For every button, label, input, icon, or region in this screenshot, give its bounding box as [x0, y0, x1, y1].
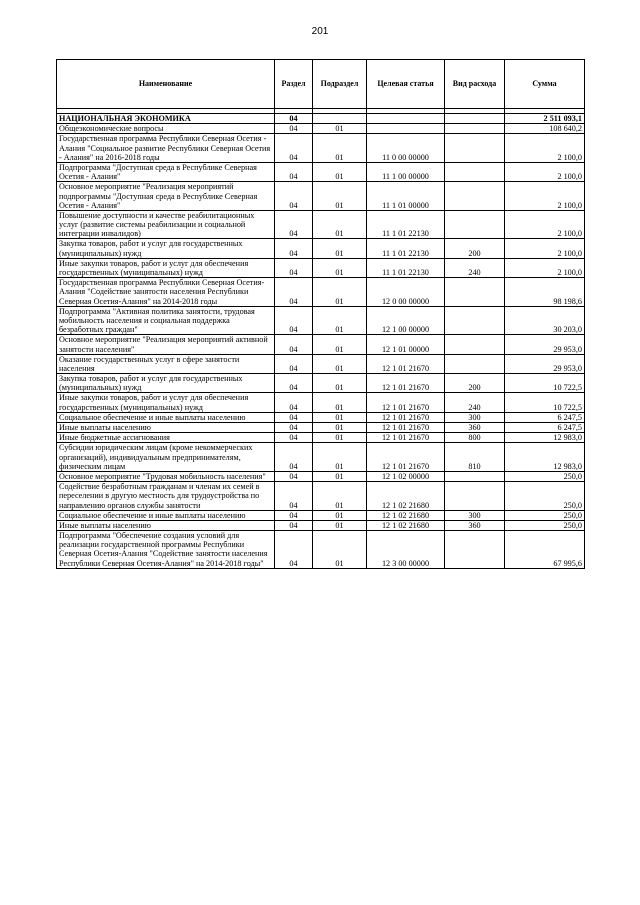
cell-name: Оказание государственных услуг в сфере занятости населения [57, 354, 275, 373]
cell-summa: 250,0 [505, 520, 585, 530]
header-vid: Вид расхода [445, 60, 505, 109]
cell-celevaya: 12 1 01 21670 [367, 393, 445, 412]
cell-razdel: 04 [275, 278, 313, 307]
cell-vid: 800 [445, 433, 505, 443]
table-row [57, 124, 585, 134]
cell-vid [445, 114, 505, 124]
cell-celevaya: 12 1 02 21680 [367, 510, 445, 520]
cell-name: Закупка товаров, работ и услуг для государственных (муниципальных) нужд [57, 374, 275, 393]
cell-vid [445, 210, 505, 239]
cell-summa: 29 953,0 [505, 354, 585, 373]
cell-razdel: 04 [275, 520, 313, 530]
cell-summa: 108 640,2 [505, 124, 585, 134]
cell-celevaya [367, 114, 445, 124]
cell-podrazdel: 01 [313, 471, 367, 481]
cell-celevaya: 12 1 02 21680 [367, 482, 445, 511]
table-row [57, 134, 585, 163]
cell-name: Иные выплаты населению [57, 423, 275, 433]
cell-celevaya: 12 1 01 21670 [367, 354, 445, 373]
cell-celevaya: 11 1 01 22130 [367, 258, 445, 277]
table-row [57, 258, 585, 277]
cell-vid [445, 134, 505, 163]
cell-razdel: 04 [275, 114, 313, 124]
cell-summa: 10 722,5 [505, 374, 585, 393]
cell-summa: 2 100,0 [505, 239, 585, 258]
cell-podrazdel: 01 [313, 210, 367, 239]
cell-summa: 10 722,5 [505, 393, 585, 412]
cell-podrazdel: 01 [313, 162, 367, 181]
cell-vid: 360 [445, 423, 505, 433]
cell-razdel: 04 [275, 306, 313, 335]
cell-vid [445, 278, 505, 307]
cell-name: Повышение доступности и качестве реабилитационных услуг (развитие системы реабилизации и социальной интеграции инвалидов) [57, 210, 275, 239]
cell-celevaya: 12 1 00 00000 [367, 306, 445, 335]
cell-razdel: 04 [275, 354, 313, 373]
cell-razdel: 04 [275, 162, 313, 181]
cell-vid: 240 [445, 258, 505, 277]
cell-podrazdel: 01 [313, 335, 367, 354]
table-row [57, 412, 585, 422]
cell-podrazdel: 01 [313, 482, 367, 511]
cell-summa: 2 100,0 [505, 182, 585, 211]
table-header-row [57, 60, 585, 109]
table-row [57, 393, 585, 412]
table-row [57, 306, 585, 335]
cell-vid [445, 182, 505, 211]
cell-razdel: 04 [275, 182, 313, 211]
cell-podrazdel: 01 [313, 531, 367, 569]
table-row [57, 443, 585, 472]
cell-podrazdel: 01 [313, 433, 367, 443]
cell-celevaya: 12 1 02 00000 [367, 471, 445, 481]
cell-celevaya: 11 1 01 22130 [367, 239, 445, 258]
cell-name: Основное мероприятие "Трудовая мобильность населения" [57, 471, 275, 481]
table-row [57, 374, 585, 393]
cell-celevaya: 11 1 01 00000 [367, 182, 445, 211]
cell-celevaya: 12 0 00 00000 [367, 278, 445, 307]
cell-celevaya: 12 1 01 21670 [367, 374, 445, 393]
cell-name: Содействие безработным гражданам и членам их семей в переселении в другую местность для трудоустройства по направлению органов службы занятости [57, 482, 275, 511]
cell-razdel: 04 [275, 482, 313, 511]
cell-summa: 2 100,0 [505, 162, 585, 181]
table-row [57, 423, 585, 433]
cell-name: Социальное обеспечение и иные выплаты населению [57, 510, 275, 520]
cell-vid: 200 [445, 239, 505, 258]
cell-celevaya: 12 1 01 21670 [367, 423, 445, 433]
cell-razdel: 04 [275, 335, 313, 354]
cell-name: Основное мероприятие "Реализация мероприятий подпрограммы "Доступная среда в Республике Северная Осетия - Алания" [57, 182, 275, 211]
table-row [57, 433, 585, 443]
cell-celevaya: 12 1 01 00000 [367, 335, 445, 354]
cell-summa: 30 203,0 [505, 306, 585, 335]
cell-name: Подпрограмма "Доступная среда в Республике Северная Осетия - Алания" [57, 162, 275, 181]
cell-vid: 200 [445, 374, 505, 393]
table-row [57, 182, 585, 211]
cell-name: Закупка товаров, работ и услуг для государственных (муниципальных) нужд [57, 239, 275, 258]
cell-vid: 300 [445, 412, 505, 422]
cell-vid [445, 531, 505, 569]
table-row [57, 239, 585, 258]
cell-podrazdel: 01 [313, 412, 367, 422]
cell-podrazdel: 01 [313, 258, 367, 277]
cell-podrazdel: 01 [313, 510, 367, 520]
cell-vid [445, 124, 505, 134]
cell-razdel: 04 [275, 471, 313, 481]
cell-razdel: 04 [275, 239, 313, 258]
cell-name: Иные бюджетные ассигнования [57, 433, 275, 443]
cell-podrazdel: 01 [313, 134, 367, 163]
cell-celevaya: 11 1 00 00000 [367, 162, 445, 181]
cell-name: Государственная программа Республики Северная Осетия-Алания "Содействие занятости населения Республики Северная Осетия-Алания" на 2014-2018 годы [57, 278, 275, 307]
table-row [57, 114, 585, 124]
cell-razdel: 04 [275, 124, 313, 134]
cell-summa: 98 198,6 [505, 278, 585, 307]
header-summa: Сумма [505, 60, 585, 109]
cell-razdel: 04 [275, 374, 313, 393]
cell-name: Иные закупки товаров, работ и услуг для обеспечения государственных (муниципальных) нужд [57, 393, 275, 412]
cell-summa: 250,0 [505, 482, 585, 511]
cell-name: Подпрограмма "Обеспечение создания условий для реализации государственной программы Республики Северная Осетия-Алания "Содействие занятости населения Республики Северная Осетия-Алания" на 2014-2018 годы" [57, 531, 275, 569]
table-row [57, 354, 585, 373]
cell-razdel: 04 [275, 433, 313, 443]
table-row [57, 510, 585, 520]
cell-name: Основное мероприятие "Реализация мероприятий активной занятости населения" [57, 335, 275, 354]
cell-vid [445, 335, 505, 354]
cell-summa: 250,0 [505, 471, 585, 481]
cell-podrazdel: 01 [313, 520, 367, 530]
cell-summa: 2 100,0 [505, 134, 585, 163]
cell-summa: 12 983,0 [505, 443, 585, 472]
table-row [57, 520, 585, 530]
cell-name: Субсидии юридическим лицам (кроме некоммерческих организаций), индивидуальным предпринимателям, физическим лицам [57, 443, 275, 472]
header-razdel: Раздел [275, 60, 313, 109]
cell-podrazdel [313, 114, 367, 124]
cell-vid [445, 482, 505, 511]
cell-podrazdel: 01 [313, 278, 367, 307]
table-row [57, 162, 585, 181]
table-row [57, 482, 585, 511]
cell-name: Общеэкономические вопросы [57, 124, 275, 134]
table-row [57, 335, 585, 354]
cell-vid: 810 [445, 443, 505, 472]
cell-celevaya [367, 124, 445, 134]
cell-podrazdel: 01 [313, 374, 367, 393]
cell-celevaya: 12 1 02 21680 [367, 520, 445, 530]
cell-razdel: 04 [275, 423, 313, 433]
cell-razdel: 04 [275, 443, 313, 472]
table-row [57, 278, 585, 307]
cell-razdel: 04 [275, 134, 313, 163]
cell-summa: 2 100,0 [505, 210, 585, 239]
cell-name: Социальное обеспечение и иные выплаты населению [57, 412, 275, 422]
cell-podrazdel: 01 [313, 443, 367, 472]
cell-celevaya: 12 3 00 00000 [367, 531, 445, 569]
cell-podrazdel: 01 [313, 182, 367, 211]
header-podrazdel: Подраздел [313, 60, 367, 109]
cell-summa: 6 247,5 [505, 423, 585, 433]
cell-podrazdel: 01 [313, 239, 367, 258]
cell-name: Иные выплаты населению [57, 520, 275, 530]
cell-summa: 6 247,5 [505, 412, 585, 422]
budget-table [56, 59, 585, 569]
cell-vid [445, 471, 505, 481]
table-row [57, 531, 585, 569]
cell-podrazdel: 01 [313, 306, 367, 335]
header-name: Наименование [57, 60, 275, 109]
cell-name: Подпрограмма "Активная политика занятости, трудовая мобильность населения и социальная поддержка безработных граждан" [57, 306, 275, 335]
cell-vid: 360 [445, 520, 505, 530]
cell-celevaya: 12 1 01 21670 [367, 443, 445, 472]
cell-name: Государственная программа Республики Северная Осетия - Алания "Социальное развитие Республики Северная Осетия - Алания" на 2016-2018 годы [57, 134, 275, 163]
table-body [57, 114, 585, 569]
cell-summa: 29 953,0 [505, 335, 585, 354]
cell-vid [445, 162, 505, 181]
cell-podrazdel: 01 [313, 423, 367, 433]
cell-podrazdel: 01 [313, 354, 367, 373]
cell-summa: 250,0 [505, 510, 585, 520]
table-row [57, 471, 585, 481]
cell-celevaya: 12 1 01 21670 [367, 412, 445, 422]
cell-vid: 300 [445, 510, 505, 520]
cell-podrazdel: 01 [313, 124, 367, 134]
cell-vid [445, 354, 505, 373]
cell-razdel: 04 [275, 510, 313, 520]
page-number: 201 [311, 26, 329, 37]
cell-name: Иные закупки товаров, работ и услуг для обеспечения государственных (муниципальных) нужд [57, 258, 275, 277]
cell-vid [445, 306, 505, 335]
cell-celevaya: 11 1 01 22130 [367, 210, 445, 239]
cell-vid: 240 [445, 393, 505, 412]
cell-summa: 12 983,0 [505, 433, 585, 443]
cell-podrazdel: 01 [313, 393, 367, 412]
cell-celevaya: 12 1 01 21670 [367, 433, 445, 443]
cell-razdel: 04 [275, 412, 313, 422]
cell-name: НАЦИОНАЛЬНАЯ ЭКОНОМИКА [57, 114, 275, 124]
cell-summa: 2 511 093,1 [505, 114, 585, 124]
cell-celevaya: 11 0 00 00000 [367, 134, 445, 163]
cell-razdel: 04 [275, 393, 313, 412]
cell-summa: 67 995,6 [505, 531, 585, 569]
table-row [57, 210, 585, 239]
cell-razdel: 04 [275, 258, 313, 277]
cell-summa: 2 100,0 [505, 258, 585, 277]
header-celevaya: Целевая статья [367, 60, 445, 109]
cell-razdel: 04 [275, 531, 313, 569]
cell-razdel: 04 [275, 210, 313, 239]
